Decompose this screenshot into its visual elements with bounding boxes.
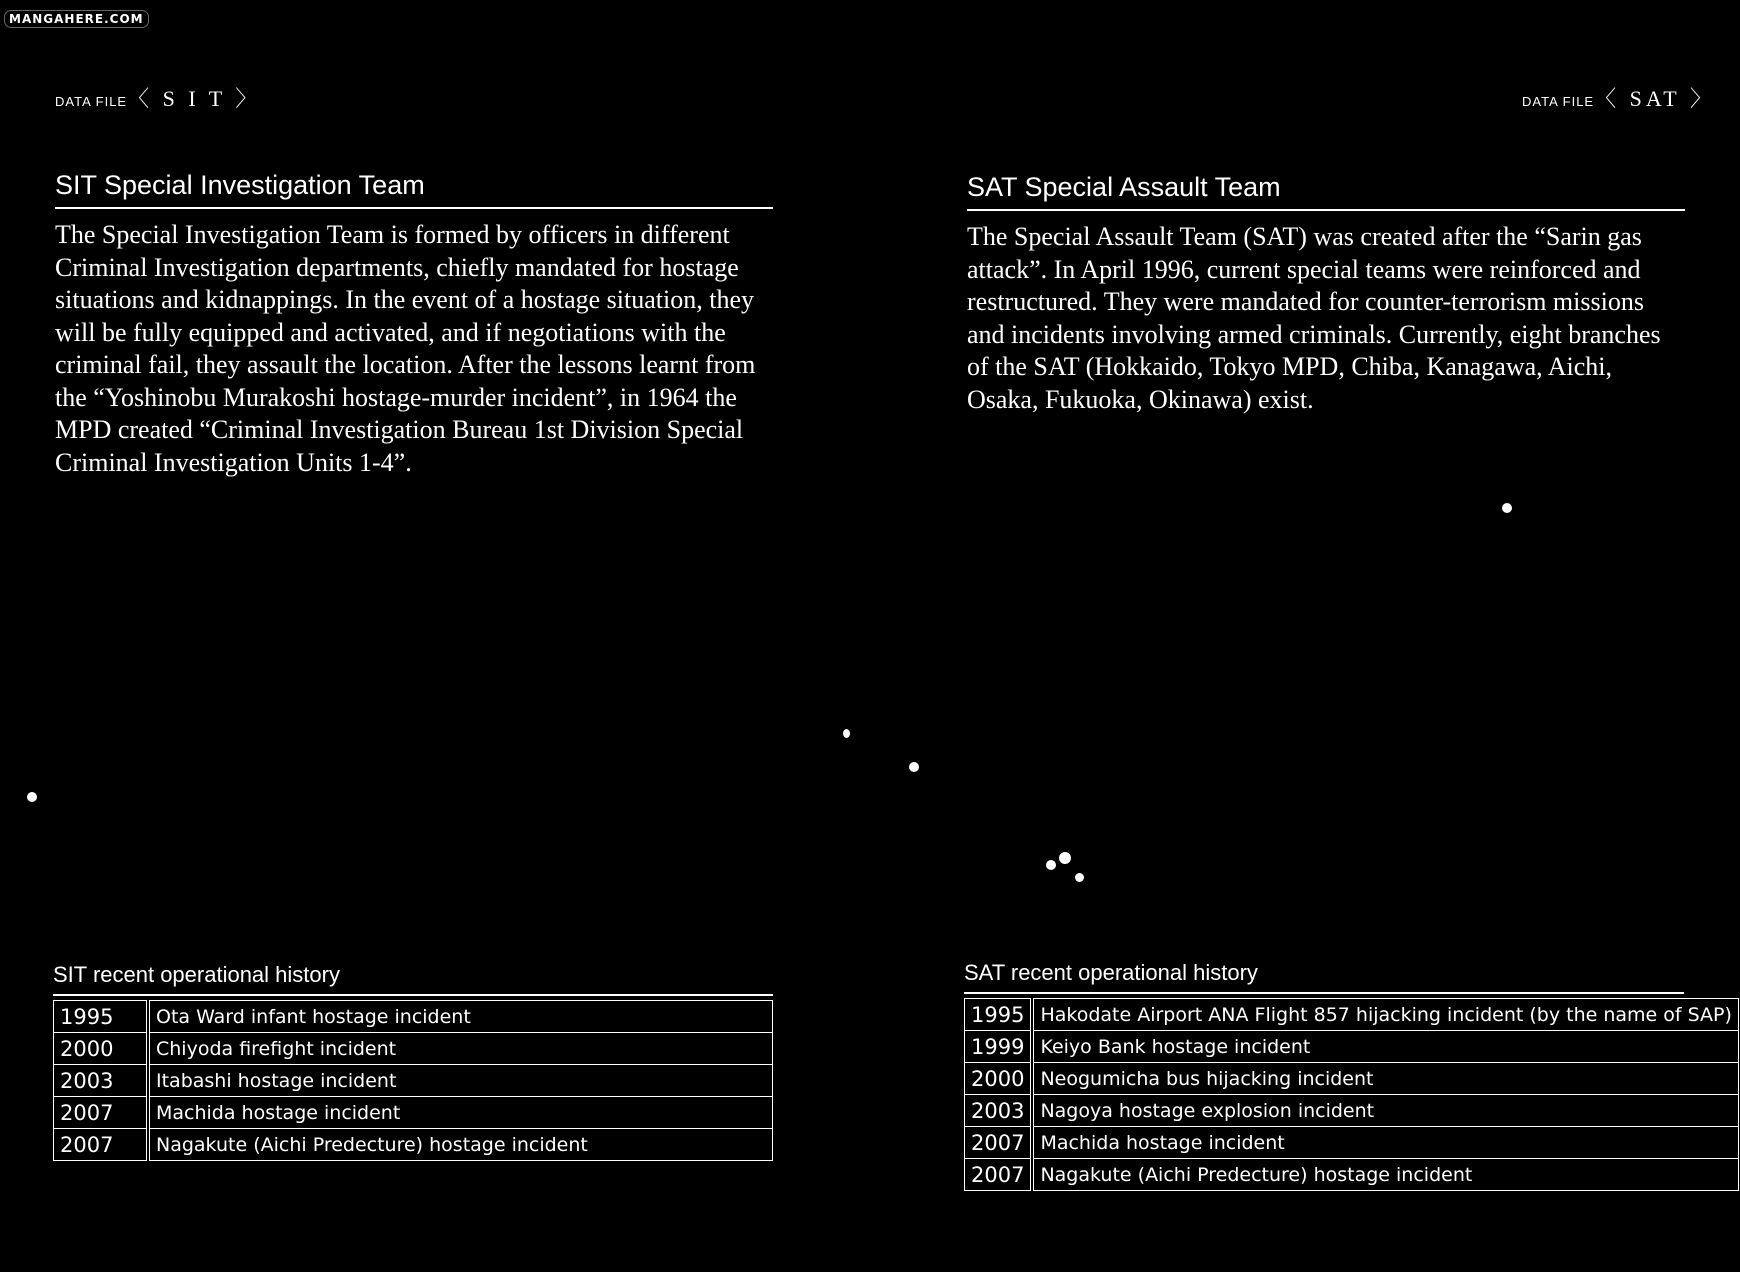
table-row: [54, 1129, 773, 1161]
history-event: Nagakute (Aichi Predecture) hostage incident: [1032, 1159, 1738, 1191]
history-event: Nagakute (Aichi Predecture) hostage incident: [148, 1129, 773, 1161]
history-event: Machida hostage incident: [148, 1097, 773, 1129]
sat-history: [964, 960, 1732, 1191]
history-event: Itabashi hostage incident: [148, 1065, 773, 1097]
table-row: [965, 1127, 1739, 1159]
table-row: [54, 1097, 773, 1129]
sit-description: The Special Investigation Team is formed by officers in different Criminal Investigation departments, chiefly mandated for hostage situations and kidnappings. In the event of a hostage situation, they will be fully equipped and activated, and if negotiations with the criminal fail, they assault the location. After the lessons learnt from the “Yoshinobu Murakoshi hostage-murder incident”, in 1964 the MPD created “Criminal Investigation Bureau 1st Division Special Criminal Investigation Units 1-4”.: [55, 220, 756, 477]
sit-heading: SIT Special Investigation Team: [55, 170, 773, 209]
history-year: 2003: [965, 1095, 1033, 1127]
history-year: 2007: [54, 1129, 149, 1161]
decorative-dot: [1059, 852, 1071, 864]
sit-history-table: [53, 1000, 773, 1161]
decorative-dot: [1075, 873, 1084, 882]
decorative-dot: [843, 729, 850, 738]
table-row: [965, 1159, 1739, 1191]
history-year: 2000: [965, 1063, 1033, 1095]
history-event: Hakodate Airport ANA Flight 857 hijacking incident (by the name of SAP): [1032, 999, 1738, 1031]
decorative-dot: [27, 792, 37, 802]
table-row: [54, 1065, 773, 1097]
datafile-label-sit: [55, 82, 261, 113]
history-event: Keiyo Bank hostage incident: [1032, 1031, 1738, 1063]
sat-section: [967, 172, 1685, 416]
history-event: Chiyoda firefight incident: [148, 1033, 773, 1065]
datafile-code: 〈 SAT 〉: [1594, 86, 1716, 111]
datafile-label-sat: [1522, 82, 1716, 113]
history-event: Nagoya hostage explosion incident: [1032, 1095, 1738, 1127]
history-year: 2003: [54, 1065, 149, 1097]
decorative-dot: [909, 762, 919, 772]
sit-history-title: SIT recent operational history: [53, 962, 773, 996]
table-row: [54, 1001, 773, 1033]
sit-section: [55, 170, 773, 479]
table-row: [54, 1033, 773, 1065]
history-year: 1995: [965, 999, 1033, 1031]
history-event: Machida hostage incident: [1032, 1127, 1738, 1159]
history-year: 1999: [965, 1031, 1033, 1063]
datafile-label-text: DATA FILE: [55, 94, 128, 109]
sat-heading: SAT Special Assault Team: [967, 172, 1685, 211]
history-event: Ota Ward infant hostage incident: [148, 1001, 773, 1033]
history-year: 2007: [54, 1097, 149, 1129]
history-event: Neogumicha bus hijacking incident: [1032, 1063, 1738, 1095]
table-row: [965, 1063, 1739, 1095]
table-row: [965, 1095, 1739, 1127]
sat-description: The Special Assault Team (SAT) was created after the “Sarin gas attack”. In April 1996, current special teams were reinforced and restructured. They were mandated for counter-terrorism missions and incidents involving armed criminals. Currently, eight branches of the SAT (Hokkaido, Tokyo MPD, Chiba, Kanagawa, Aichi, Osaka, Fukuoka, Okinawa) exist.: [967, 222, 1661, 414]
watermark-logo: MANGAHERE.COM: [4, 10, 149, 28]
sit-history: [53, 962, 773, 1161]
table-row: [965, 1031, 1739, 1063]
datafile-code: 〈 S I T 〉: [127, 86, 262, 111]
sat-history-table: [964, 998, 1739, 1191]
sat-history-title: SAT recent operational history: [964, 960, 1684, 994]
history-year: 2007: [965, 1159, 1033, 1191]
history-year: 2007: [965, 1127, 1033, 1159]
history-year: 2000: [54, 1033, 149, 1065]
datafile-label-text: DATA FILE: [1522, 94, 1595, 109]
history-year: 1995: [54, 1001, 149, 1033]
decorative-dot: [1046, 860, 1056, 870]
decorative-dot: [1502, 503, 1512, 513]
table-row: [965, 999, 1739, 1031]
